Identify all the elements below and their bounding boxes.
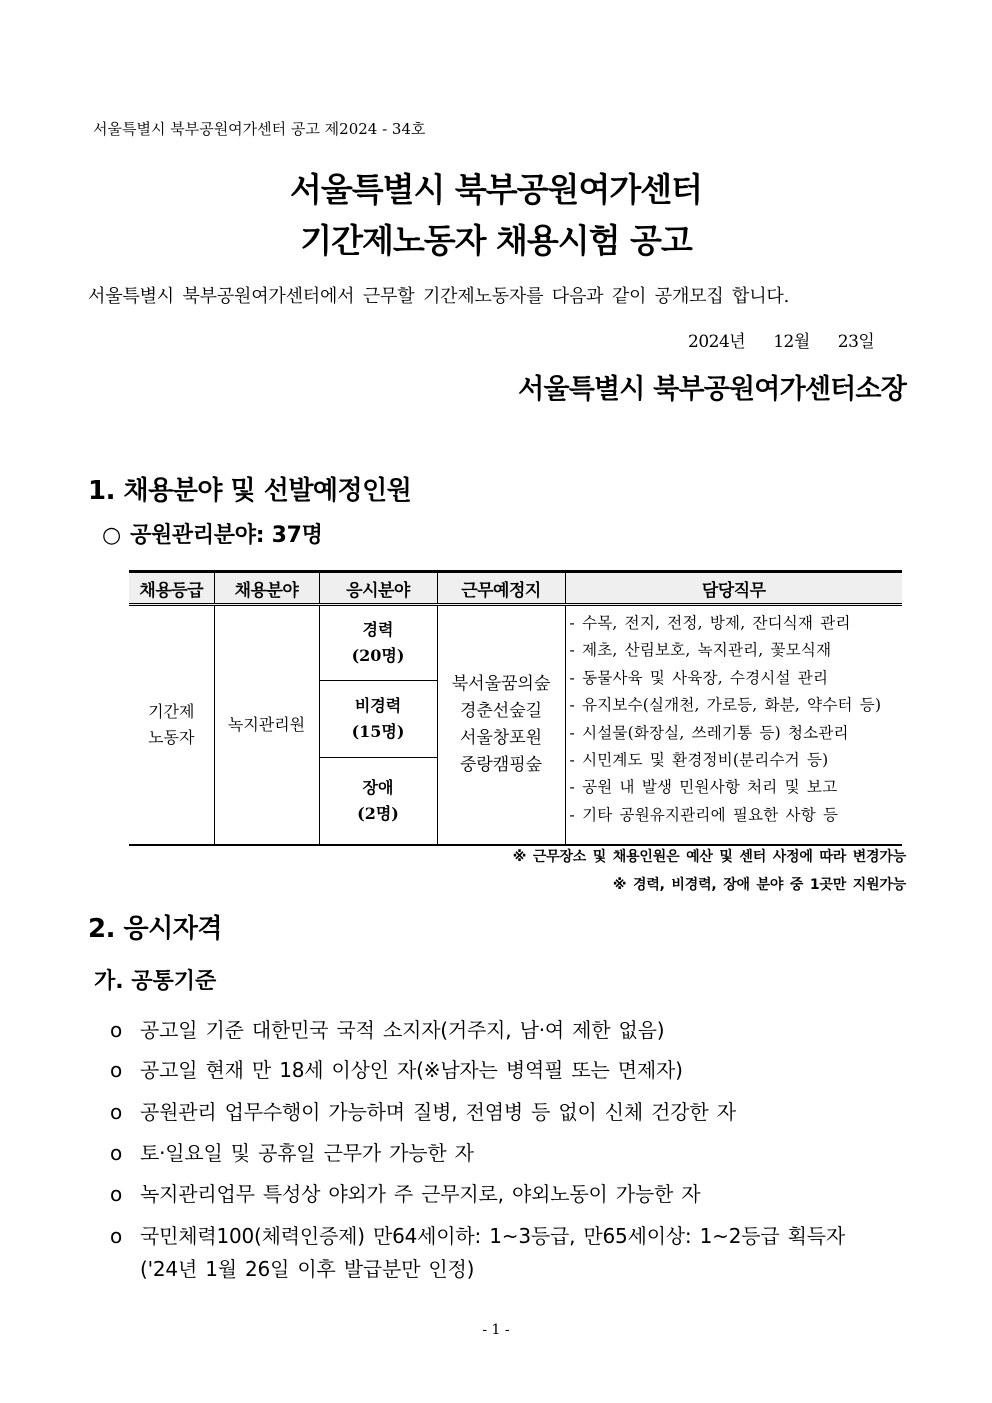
applicant-field-count: (15명) <box>351 722 405 741</box>
criteria-item <box>110 1178 700 1207</box>
cell-duties <box>565 605 902 846</box>
table-note: ※ 근무장소 및 채용인원은 예산 및 센터 사정에 따라 변경가능 <box>512 849 906 865</box>
criteria-text: 공고일 기준 대한민국 국적 소지자(거주지, 남·여 제한 없음) <box>140 1018 665 1042</box>
duty-item: - 수목, 전지, 전정, 방제, 잔디식재 관리 <box>569 614 851 632</box>
duty-item: - 시민계도 및 환경정비(분리수거 등) <box>569 751 829 770</box>
criteria-text: 국민체력100(체력인증제) 만64세이하: 1~3등급, 만65세이상: 1~2등급 획득자 <box>140 1224 845 1248</box>
criteria-text: 공고일 현재 만 18세 이상인 자(※남자는 병역필 또는 면제자) <box>140 1058 683 1082</box>
applicant-field-name: 장애 <box>362 778 394 797</box>
circle-bullet-icon: ○ <box>102 523 121 548</box>
criteria-item <box>110 1054 683 1083</box>
grade-line: 기간제 <box>148 702 195 721</box>
col-header-grade: 채용등급 <box>129 572 214 605</box>
col-header-duties: 담당직무 <box>565 572 902 605</box>
bullet-icon: o <box>110 1182 123 1206</box>
duty-item: - 동물사육 및 사육장, 수경시설 관리 <box>569 668 829 687</box>
section1-heading: 1. 채용분야 및 선발예정인원 <box>88 476 412 506</box>
location-item: 중랑캠핑숲 <box>459 755 543 775</box>
cell-applicant-field-inexperienced <box>319 681 437 758</box>
location-item: 서울창포원 <box>459 728 543 748</box>
recruitment-table <box>129 570 902 846</box>
section2-heading: 2. 응시자격 <box>88 914 222 944</box>
date-month: 12월 <box>773 332 810 352</box>
page-number: - 1 - <box>482 1322 510 1338</box>
col-header-applicant-field: 응시분야 <box>319 572 437 605</box>
subheading-text: 공원관리분야: 37명 <box>130 523 323 548</box>
date-day: 23일 <box>837 332 875 352</box>
date-year: 2024년 <box>688 332 746 352</box>
page-title-line2: 기간제노동자 채용시험 공고 <box>300 221 692 260</box>
bullet-icon: o <box>110 1058 123 1082</box>
col-header-location: 근무예정지 <box>437 572 565 605</box>
criteria-item <box>110 1137 474 1166</box>
criteria-text: 공원관리 업무수행이 가능하며 질병, 전염병 등 없이 신체 건강한 자 <box>140 1100 736 1124</box>
section2-subheading: 가. 공통기준 <box>94 969 217 994</box>
table-note: ※ 경력, 비경력, 장애 분야 중 1곳만 지원가능 <box>612 877 906 893</box>
bullet-icon: o <box>110 1100 123 1124</box>
criteria-item <box>110 1096 736 1125</box>
duty-item: - 시설물(화장실, 쓰레기통 등) 청소관리 <box>569 723 849 742</box>
col-header-field: 채용분야 <box>214 572 319 605</box>
cell-applicant-field-disabled <box>319 758 437 846</box>
duty-item: - 제초, 산림보호, 녹지관리, 꽃모식재 <box>569 641 832 660</box>
cell-field: 녹지관리원 <box>214 605 319 846</box>
criteria-item <box>110 1220 845 1249</box>
table-row <box>129 605 902 681</box>
location-item: 북서울꿈의숲 <box>451 674 551 694</box>
criteria-item <box>110 1014 664 1043</box>
bullet-icon: o <box>110 1224 123 1248</box>
duty-item: - 유지보수(실개천, 가로등, 화분, 약수터 등) <box>569 696 882 715</box>
applicant-field-name: 경력 <box>362 620 394 639</box>
intro-text: 서울특별시 북부공원여가센터에서 근무할 기간제노동자를 다음과 같이 공개모집 합니다. <box>88 286 790 307</box>
location-item: 경춘선숲길 <box>459 701 543 721</box>
table-header-row <box>129 572 902 605</box>
applicant-field-name: 비경력 <box>354 696 402 715</box>
criteria-text: 녹지관리업무 특성상 야외가 주 근무지로, 야외노동이 가능한 자 <box>140 1182 701 1206</box>
cell-locations <box>437 605 565 846</box>
signer: 서울특별시 북부공원여가센터소장 <box>518 374 906 405</box>
duty-item: - 기타 공원유지관리에 필요한 사항 등 <box>569 805 839 824</box>
notice-date <box>688 327 874 352</box>
cell-grade <box>129 605 214 846</box>
applicant-field-count: (2명) <box>357 804 399 823</box>
bullet-icon: o <box>110 1141 123 1165</box>
grade-line: 노동자 <box>148 728 195 747</box>
cell-applicant-field-experienced <box>319 605 437 681</box>
bullet-icon: o <box>110 1018 123 1042</box>
criteria-continuation: ('24년 1월 26일 이후 발급분만 인정) <box>140 1257 475 1281</box>
criteria-text: 토·일요일 및 공휴일 근무가 가능한 자 <box>140 1141 474 1165</box>
duty-item: - 공원 내 발생 민원사항 처리 및 보고 <box>569 778 838 797</box>
section1-subheading <box>102 518 323 549</box>
notice-number: 서울특별시 북부공원여가센터 공고 제2024 - 34호 <box>93 120 426 138</box>
page-title-line1: 서울특별시 북부공원여가센터 <box>290 170 702 209</box>
applicant-field-count: (20명) <box>351 646 405 665</box>
